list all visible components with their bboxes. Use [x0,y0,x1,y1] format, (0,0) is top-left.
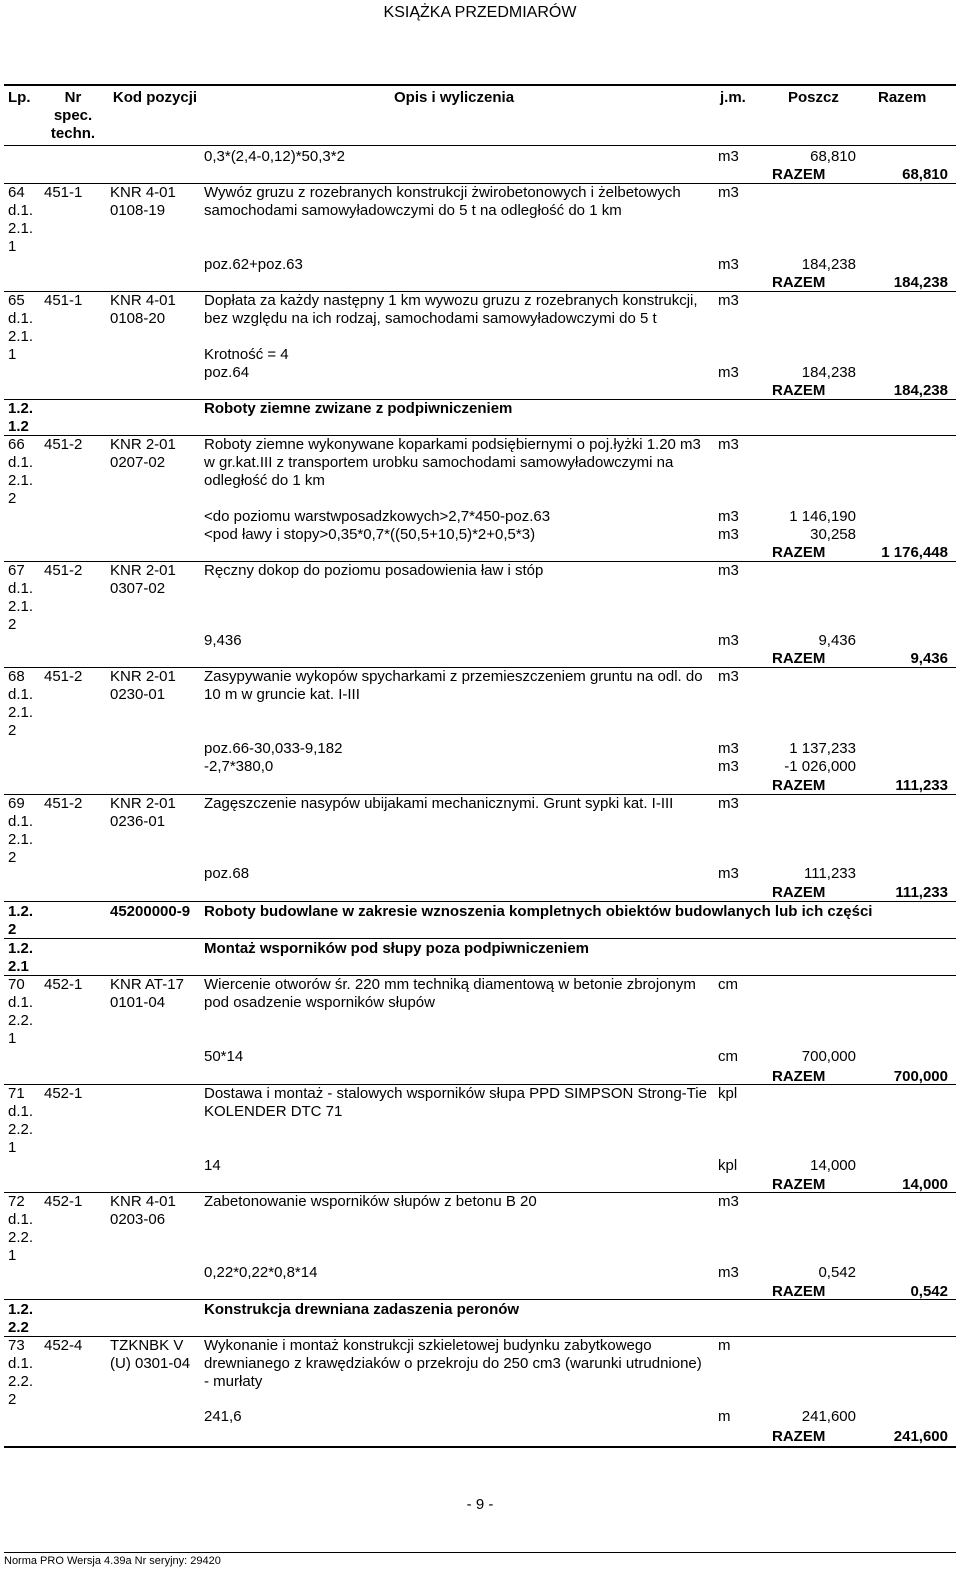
calc-value: 0,542 [818,1264,856,1281]
calc-unit: m3 [718,740,739,757]
razem-label: RAZEM [772,777,826,794]
calc-unit: m [718,1408,731,1425]
calc-value: 184,238 [801,256,856,273]
razem-value: 184,238 [893,274,948,291]
calc-unit: m3 [718,632,739,649]
item-nr: 451-2 [44,562,83,579]
section-code: 45200000-9 [110,903,191,920]
page-number: - 9 - [466,1496,494,1513]
calc-unit: m3 [718,508,739,525]
calc-value: 184,238 [801,364,856,381]
item-kod: KNR 4-01 0108-20 [110,292,176,327]
calc-unit: m3 [718,364,739,381]
section-title: Konstrukcja drewniana zadaszenia peronów [204,1301,520,1318]
item-nr: 451-1 [44,292,83,309]
calc-value: 1 137,233 [789,740,856,757]
razem-value: 0,542 [910,1283,948,1300]
item-jm: m3 [718,795,739,812]
section-lp: 1.2. 1.2 [8,400,34,435]
calc-value: 700,000 [801,1048,856,1065]
calc-unit: m3 [718,1264,739,1281]
calc-formula: 9,436 [204,632,242,649]
item-lp: 67 d.1. 2.1. 2 [8,562,34,633]
calc-formula: 0,22*0,22*0,8*14 [204,1264,318,1281]
razem-label: RAZEM [772,1283,826,1300]
razem-value: 14,000 [902,1176,948,1193]
calc-value: 1 146,190 [789,508,856,525]
calc-formula: -2,7*380,0 [204,758,274,775]
document-title: KSIĄŻKA PRZEDMIARÓW [383,4,577,21]
item-jm: kpl [718,1085,738,1102]
razem-label: RAZEM [772,382,826,399]
razem-value: 1 176,448 [881,544,948,561]
calc-value: 30,258 [810,526,856,543]
calc-formula: poz.66-30,033-9,182 [204,740,343,757]
item-opis: Ręczny dokop do poziomu posadowienia ław i stóp [204,562,544,579]
razem-label: RAZEM [772,274,826,291]
calc-formula: <pod ławy i stopy>0,35*0,7*((50,5+10,5)*2+0,5*3) [204,526,536,543]
item-opis: Dostawa i montaż - stalowych wsporników słupa PPD SIMPSON Strong-Tie KOLENDER DTC 71 [204,1085,707,1120]
calc-formula: 241,6 [204,1408,242,1425]
item-jm: m3 [718,562,739,579]
item-jm: m [718,1337,731,1354]
item-jm: m3 [718,436,739,453]
item-kod: KNR 2-01 0207-02 [110,436,176,471]
item-opis: Zabetonowanie wsporników słupów z betonu B 20 [204,1193,537,1210]
col-header-opis: Opis i wyliczenia [394,89,515,106]
calc-unit: m3 [718,148,739,165]
razem-label: RAZEM [772,1428,826,1445]
razem-value: 241,600 [893,1428,948,1445]
item-kod: KNR 2-01 0230-01 [110,668,176,703]
calc-value: -1 026,000 [784,758,856,775]
razem-value: 111,233 [895,777,948,794]
section-lp: 1.2. 2 [8,903,34,938]
item-opis: Wywóz gruzu z rozebranych konstrukcji żwirobetonowych i żelbetowych samochodami samowyładowczymi do 5 t na odległość do 1 km [204,184,681,219]
calc-formula: 0,3*(2,4-0,12)*50,3*2 [204,148,345,165]
calc-value: 111,233 [804,865,856,882]
item-kod: KNR 4-01 0203-06 [110,1193,176,1228]
item-kod: KNR 4-01 0108-19 [110,184,176,219]
razem-value: 184,238 [893,382,948,399]
row-separator [4,1299,956,1300]
item-nr: 451-2 [44,436,83,453]
section-title: Roboty ziemne zwizane z podpiwniczeniem [204,400,513,417]
item-jm: m3 [718,292,739,309]
calc-value: 241,600 [801,1408,856,1425]
item-jm: m3 [718,184,739,201]
col-header-lp: Lp. [8,89,31,106]
item-opis: Wykonanie i montaż konstrukcji szkieletowej budynku zabytkowego drewnianego z krawędziaków o przekroju do 250 cm3 (warunki utrudnione) - murłaty [204,1337,702,1390]
calc-formula: poz.68 [204,865,250,882]
item-krotnosc: Krotność = 4 [204,346,289,363]
item-opis: Zasypywanie wykopów spycharkami z przemieszczeniem gruntu na odl. do 10 m w gruncie kat. I-III [204,668,703,703]
calc-unit: m3 [718,758,739,775]
col-header-nr: Nr spec. techn. [50,89,96,142]
item-jm: m3 [718,668,739,685]
razem-value: 9,436 [910,650,948,667]
calc-unit: kpl [718,1157,738,1174]
item-lp: 64 d.1. 2.1. 1 [8,184,34,255]
razem-label: RAZEM [772,1176,826,1193]
footer-text: Norma PRO Wersja 4.39a Nr seryjny: 29420 [4,1555,221,1567]
item-lp: 70 d.1. 2.2. 1 [8,976,34,1047]
item-lp: 73 d.1. 2.2. 2 [8,1337,34,1408]
item-lp: 69 d.1. 2.1. 2 [8,795,34,866]
item-nr: 451-1 [44,184,83,201]
calc-value: 68,810 [810,148,856,165]
calc-unit: m3 [718,865,739,882]
item-lp: 68 d.1. 2.1. 2 [8,668,34,739]
table-bottom-border [4,1446,956,1448]
item-nr: 452-4 [44,1337,83,1354]
razem-label: RAZEM [772,1068,826,1085]
razem-label: RAZEM [772,544,826,561]
item-opis: Zagęszczenie nasypów ubijakami mechanicznymi. Grunt sypki kat. I-III [204,795,674,812]
footer-divider [4,1552,956,1553]
section-title: Montaż wsporników pod słupy poza podpiwniczeniem [204,940,590,957]
item-jm: m3 [718,1193,739,1210]
calc-unit: m3 [718,256,739,273]
item-kod: KNR 2-01 0236-01 [110,795,176,830]
calc-formula: poz.62+poz.63 [204,256,303,273]
item-nr: 452-1 [44,1085,83,1102]
header-bottom-border [4,145,956,146]
razem-value: 111,233 [895,884,948,901]
calc-formula: 14 [204,1157,221,1174]
razem-value: 700,000 [893,1068,948,1085]
item-lp: 65 d.1. 2.1. 1 [8,292,34,363]
col-header-jm: j.m. [720,89,746,106]
section-lp: 1.2. 2.2 [8,1301,34,1336]
calc-value: 14,000 [810,1157,856,1174]
item-kod: KNR AT-17 0101-04 [110,976,184,1011]
razem-label: RAZEM [772,884,826,901]
calc-formula: <do poziomu warstwposadzkowych>2,7*450-poz.63 [204,508,551,525]
item-jm: cm [718,976,738,993]
razem-value: 68,810 [902,166,948,183]
item-kod: TZKNBK V (U) 0301-04 [110,1337,191,1372]
item-opis: Dopłata za każdy następny 1 km wywozu gruzu z rozebranych konstrukcji, bez względu na ich rodzaj, samochodami samowyładowczymi do 5 t [204,292,698,327]
calc-value: 9,436 [818,632,856,649]
razem-label: RAZEM [772,650,826,667]
item-nr: 451-2 [44,668,83,685]
col-header-razem: Razem [878,89,927,106]
item-lp: 71 d.1. 2.2. 1 [8,1085,34,1156]
item-opis: Wiercenie otworów śr. 220 mm techniką diamentową w betonie zbrojonym pod osadzenie wsporników słupów [204,976,696,1011]
calc-unit: cm [718,1048,738,1065]
calc-unit: m3 [718,526,739,543]
table-top-border [4,84,956,86]
item-lp: 66 d.1. 2.1. 2 [8,436,34,507]
section-title: Roboty budowlane w zakresie wznoszenia kompletnych obiektów budowlanych lub ich części [204,903,873,920]
razem-label: RAZEM [772,166,826,183]
section-lp: 1.2. 2.1 [8,940,34,975]
item-opis: Roboty ziemne wykonywane koparkami podsiębiernymi o poj.łyżki 1.20 m3 w gr.kat.III z transportem urobku samochodami samowyładowczymi na odległość do 1 km [204,436,701,489]
item-kod: KNR 2-01 0307-02 [110,562,176,597]
item-nr: 452-1 [44,1193,83,1210]
row-separator [4,901,956,902]
calc-formula: 50*14 [204,1048,244,1065]
row-separator [4,938,956,939]
col-header-kod: Kod pozycji [112,89,198,106]
item-lp: 72 d.1. 2.2. 1 [8,1193,34,1264]
calc-formula: poz.64 [204,364,250,381]
col-header-poszcz: Poszcz [788,89,839,106]
item-nr: 451-2 [44,795,83,812]
item-nr: 452-1 [44,976,83,993]
